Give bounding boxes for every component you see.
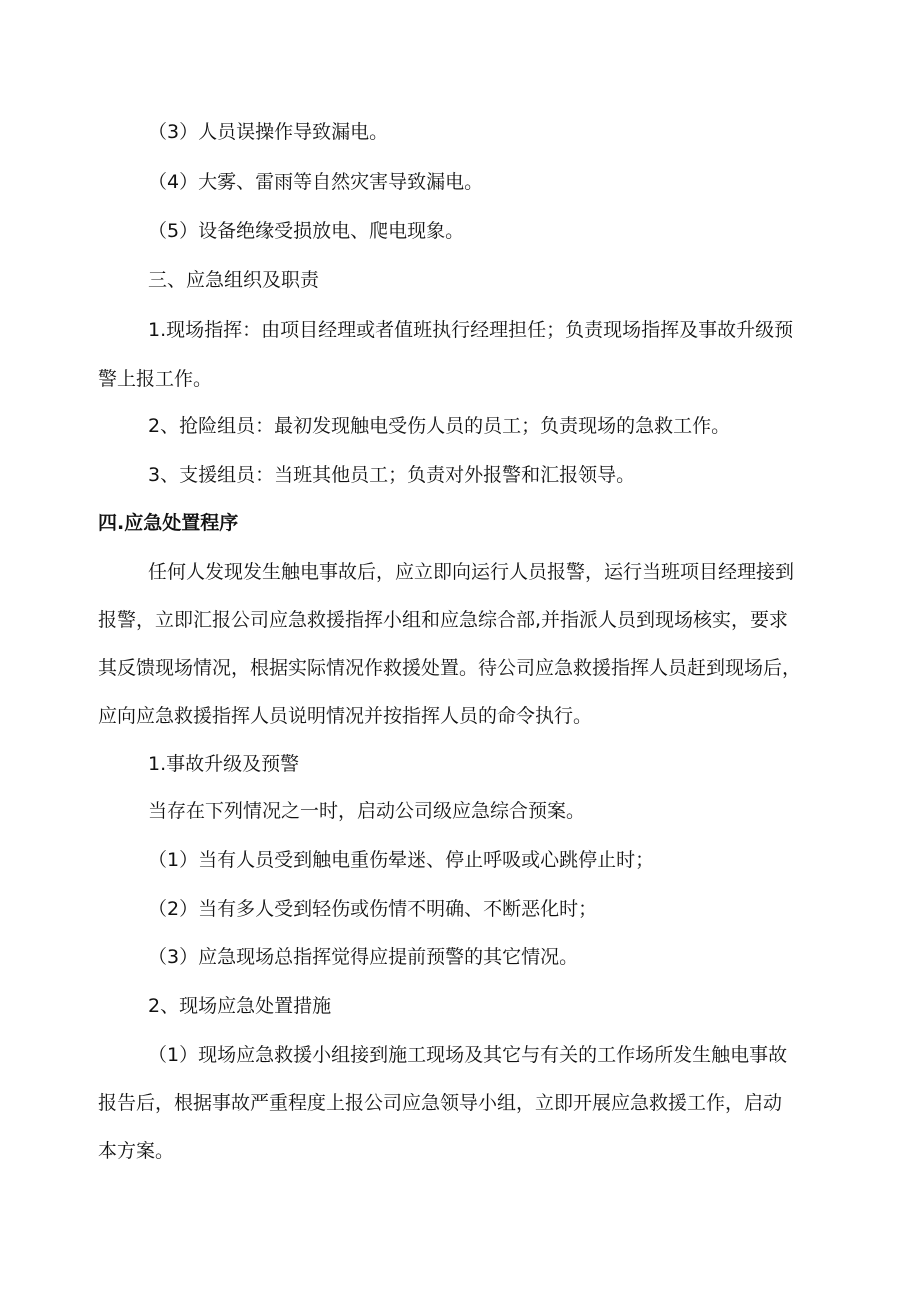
section-heading-3: 三、应急组织及职责	[148, 269, 320, 291]
paragraph-commander-line1: 1.现场指挥：由项目经理或者值班执行经理担任；负责现场指挥及事故升级预	[148, 319, 794, 341]
list-item-cause-3: （3）人员误操作导致漏电。	[148, 121, 389, 143]
paragraph-procedure-line3: 其反馈现场情况，根据实际情况作救援处置。待公司应急救援指挥人员赶到现场后，	[98, 657, 802, 679]
subheading-onsite-measures: 2、现场应急处置措施	[148, 995, 332, 1017]
list-item-escalation-3: （3）应急现场总指挥觉得应提前预警的其它情况。	[148, 946, 579, 968]
paragraph-rescue-members: 2、抢险组员：最初发现触电受伤人员的员工；负责现场的急救工作。	[148, 415, 731, 437]
paragraph-procedure-line2: 报警，立即汇报公司应急救援指挥小组和应急综合部,并指派人员到现场核实，要求	[98, 609, 789, 631]
list-item-escalation-2: （2）当有多人受到轻伤或伤情不明确、不断恶化时；	[148, 898, 598, 920]
subheading-escalation: 1.事故升级及预警	[148, 753, 300, 775]
list-item-cause-5: （5）设备绝缘受损放电、爬电现象。	[148, 220, 465, 242]
paragraph-procedure-line1: 任何人发现发生触电事故后，应立即向运行人员报警，运行当班项目经理接到	[148, 561, 795, 583]
list-item-cause-4: （4）大雾、雷雨等自然灾害导致漏电。	[148, 171, 484, 193]
section-heading-4: 四.应急处置程序	[98, 512, 239, 534]
paragraph-procedure-line4: 应向应急救援指挥人员说明情况并按指挥人员的命令执行。	[98, 705, 593, 727]
paragraph-escalation-intro: 当存在下列情况之一时，启动公司级应急综合预案。	[148, 800, 586, 822]
paragraph-measures-line3: 本方案。	[98, 1140, 175, 1162]
paragraph-measures-line2: 报告后，根据事故严重程度上报公司应急领导小组，立即开展应急救援工作，启动	[98, 1092, 783, 1114]
paragraph-commander-line2: 警上报工作。	[98, 368, 213, 390]
list-item-escalation-1: （1）当有人员受到触电重伤晕迷、停止呼吸或心跳停止时；	[148, 849, 655, 871]
paragraph-support-members: 3、支援组员：当班其他员工；负责对外报警和汇报领导。	[148, 464, 636, 486]
paragraph-measures-line1: （1）现场应急救援小组接到施工现场及其它与有关的工作场所发生触电事故	[148, 1044, 788, 1066]
